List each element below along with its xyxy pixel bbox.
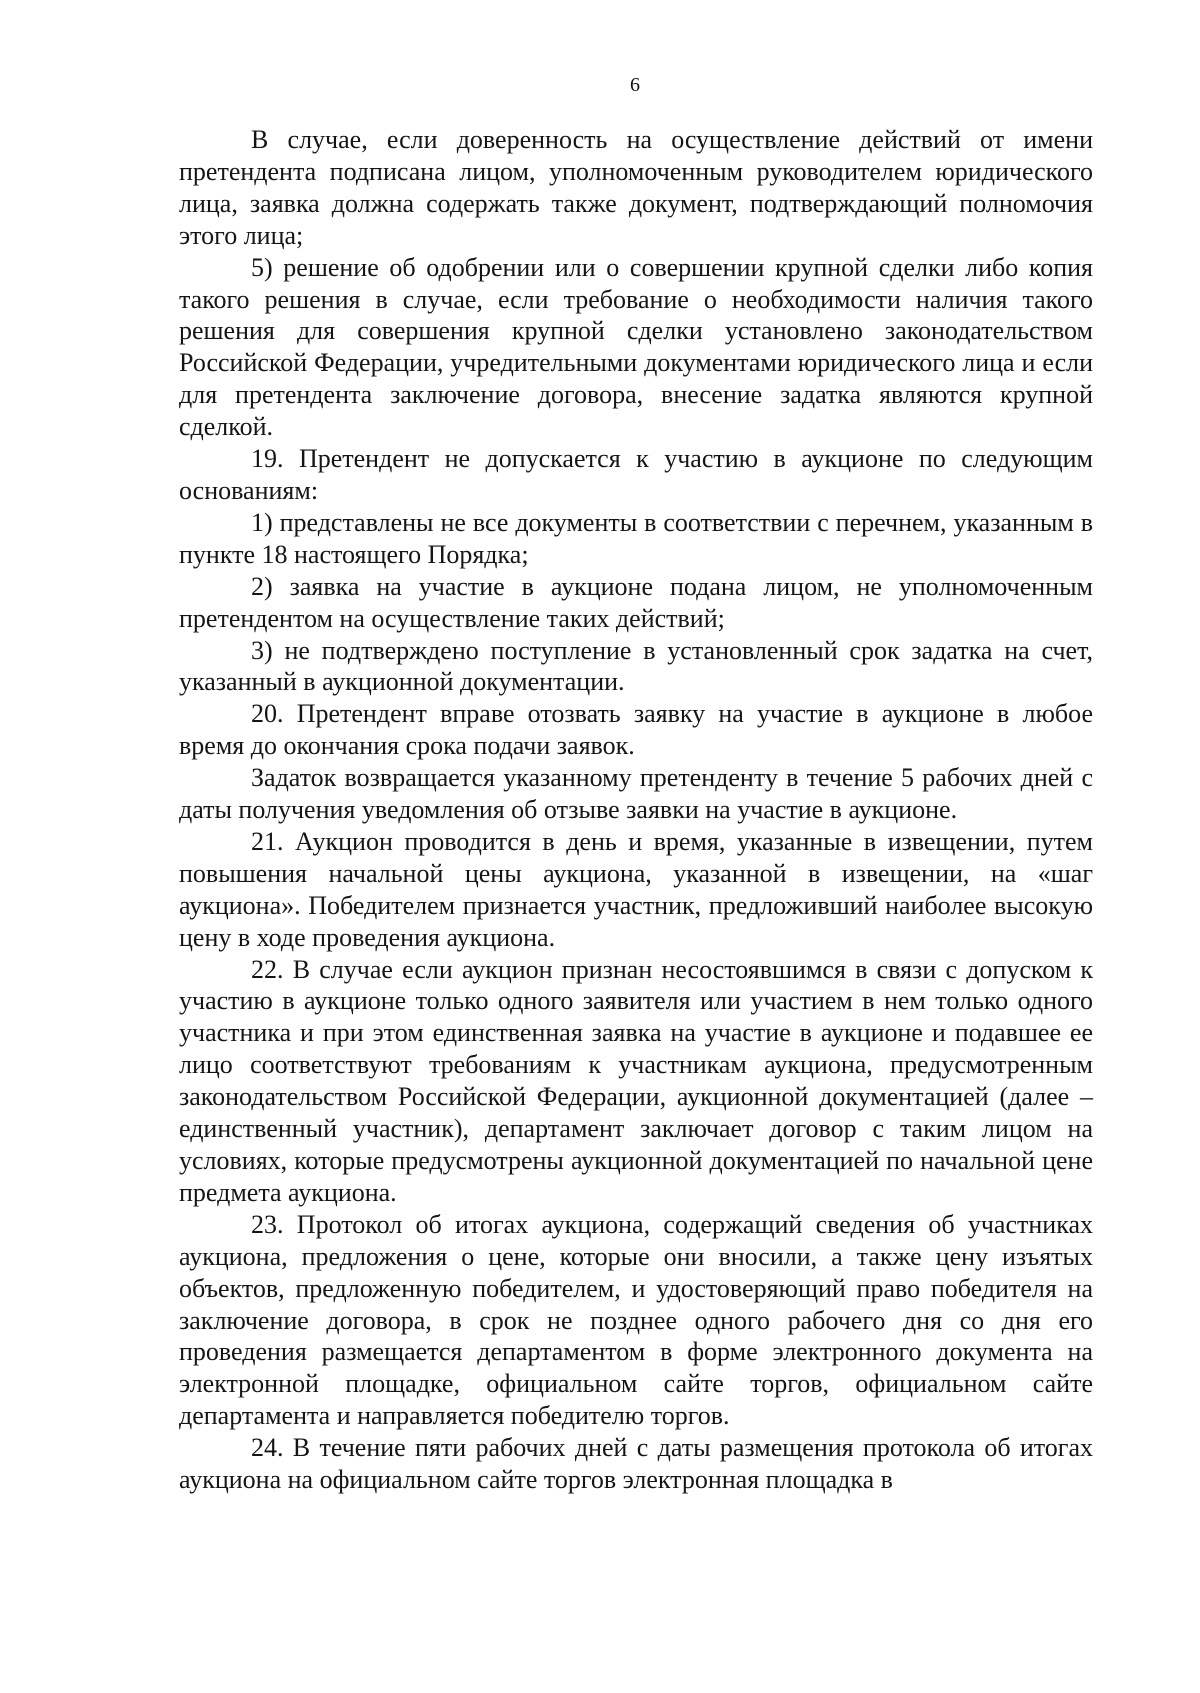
paragraph-22: 22. В случае если аукцион признан несостоявшимся в связи с допуском к участию в аукционе только одного заявителя или участием в нем только одного участника и при этом единственная заявка на участие в аукционе и подавшее ее лицо соответствуют требованиям к участникам аукциона, предусмотренным законодательством Российской Федерации, аукционной документацией (далее – единственный участник), департамент заключает договор с таким лицом на условиях, которые предусмотрены аукционной документацией по начальной цене предмета аукциона. (179, 954, 1093, 1207)
page-number: 6 (630, 74, 640, 96)
paragraph-power-of-attorney: В случае, если доверенность на осуществление действий от имени претендента подписана лицом, уполномоченным руководителем юридического лица, заявка должна содержать также документ, подтверждающий полномочия этого лица; (179, 125, 1093, 250)
paragraph-19: 19. Претендент не допускается к участию в аукционе по следующим основаниям: (179, 444, 1093, 505)
paragraph-19-item-2: 2) заявка на участие в аукционе подана лицом, не уполномоченным претендентом на осуществление таких действий; (179, 571, 1093, 633)
paragraph-19-item-1: 1) представлены не все документы в соответствии с перечнем, указанным в пункте 18 настоящего Порядка; (179, 507, 1093, 569)
paragraph-20: 20. Претендент вправе отозвать заявку на участие в аукционе в любое время до окончания срока подачи заявок. (179, 699, 1093, 761)
paragraph-deposit-return: Задаток возвращается указанному претенденту в течение 5 рабочих дней с даты получения уведомления об отзыве заявки на участие в аукционе. (179, 763, 1093, 825)
document-body (179, 124, 1093, 1496)
paragraph-24: 24. В течение пяти рабочих дней с даты размещения протокола об итогах аукциона на официальном сайте торгов электронная площадка в (179, 1433, 1093, 1495)
paragraph-23: 23. Протокол об итогах аукциона, содержащий сведения об участниках аукциона, предложения о цене, которые они вносили, а также цену изъятых объектов, предложенную победителем, и удостоверяющий право победителя на заключение договора, в срок не позднее одного рабочего дня со дня его проведения размещается департаментом в форме электронного документа на электронной площадке, официальном сайте торгов, официальном сайте департамента и направляется победителю торгов. (179, 1209, 1093, 1431)
paragraph-21: 21. Аукцион проводится в день и время, указанные в извещении, путем повышения начальной цены аукциона, указанной в извещении, на «шаг аукциона». Победителем признается участник, предложивший наиболее высокую цену в ходе проведения аукциона. (179, 826, 1093, 952)
paragraph-19-item-3: 3) не подтверждено поступление в установленный срок задатка на счет, указанный в аукционной документации. (179, 635, 1093, 697)
paragraph-item-5: 5) решение об одобрении или о совершении крупной сделки либо копия такого решения в случае, если требование о необходимости наличия такого решения для совершения крупной сделки установлено законодательством Российской Федерации, учредительными документами юридического лица и если для претендента заключение договора, внесение задатка являются крупной сделкой. (179, 252, 1093, 442)
